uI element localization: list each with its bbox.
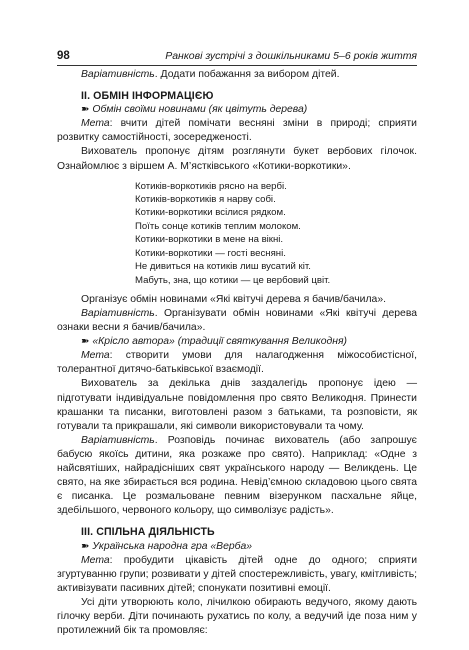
poem [135, 180, 417, 287]
poem-line: Не дивиться на котиків лиш вусатий кіт. [135, 261, 311, 273]
paragraph-game-description: Усі діти утворюють коло, лічилкою обирають ведучого, якому дають гілочку верби. Діти починають рухатись по колу, а ведучий іде поза ним у протилежний бік та промовляє: [57, 596, 417, 637]
section-heading-3: III. СПІЛЬНА ДІЯЛЬНІСТЬ [81, 526, 215, 539]
running-title: Ранкові зустрічі з дошкільниками 5–6 років життя [165, 50, 417, 62]
running-head [57, 50, 417, 62]
subsection-heading-2: ➽ «Крісло автора» (традиції святкування Великодня) [81, 336, 347, 348]
poem-line: Котики-воркотики — гості весняні. [135, 247, 286, 259]
arrow-marker-icon: ➽ [81, 336, 90, 348]
paragraph-variativnist-1: Варіативність. Додати побажання за вибором дітей. [81, 69, 340, 80]
poem-line: Мабуть, зна, що котики — це вербовий цвіт. [135, 274, 331, 286]
paragraph-variativnist-3: Варіативність. Розповідь починає вихователь (або запрошує бабусю якоїсь дитини, яка розкаже про свято). Наприклад: «Одне з найсвятіших, найрадісніших свят українського народу — Великдень. Це свято, на яке збирається вся родина. Невід’ємною складовою цього свята є писанка. Це розмальоване певним візерунком пасхальне яйце, здебільшого, червоного кольору, що символізує радість». [57, 434, 417, 517]
paragraph-orhanizuie: Організує обмін новинами «Які квітучі дерева я бачив/бачила». [81, 293, 386, 305]
subsection-heading-1: ➽ Обмін своїми новинами (як цвітуть дерева) [81, 104, 308, 116]
poem-line: Котики-воркотики в мене на вікні. [135, 234, 284, 246]
page-body [57, 68, 417, 638]
paragraph-variativnist-2: Варіативність. Організувати обмін новинами «Які квітучі дерева ознаки весни я бачив/бачила». [57, 308, 417, 334]
arrow-marker-icon: ➽ [81, 104, 90, 116]
poem-line: Котиків-воркотиків рясно на вербі. [135, 180, 287, 192]
paragraph-vykhovatel-1: Вихователь пропонує дітям розглянути букет вербових гілочок. Ознайомлює з віршем А. М’ястківського «Котики-воркотики». [57, 146, 417, 172]
poem-line: Котиків-воркотиків я нарву собі. [135, 194, 276, 206]
page-number: 98 [57, 50, 70, 62]
paragraph-meta-2: Мета: створити умови для налагодження міжособистісної, толерантної дитячо-батьківської взаємодії. [57, 350, 417, 376]
paragraph-meta-3: Мета: пробудити цікавість дітей одне до одного; сприяти згуртуванню групи; розвивати у дітей спостережливість, увагу, кмітливість; активізувати пасивних дітей; спонукати позитивні емоції. [57, 554, 417, 594]
poem-line: Поїть сонце котиків теплим молоком. [135, 220, 301, 232]
poem-line: Котики-воркотики всілися рядком. [135, 207, 286, 219]
subsection-heading-3: ➽ Українська народна гра «Верба» [81, 540, 253, 552]
paragraph-vykhovatel-2: Вихователь за декілька днів заздалегідь пропонує ідею — підготувати індивідуальне повідомлення про свято Великодня. Принести крашанки та писанки, виготовлені разом з батьками, та розповісти, як готували та прикрашали, які символи використовували та чому. [57, 378, 417, 432]
arrow-marker-icon: ➽ [81, 540, 90, 552]
section-heading-2: II. ОБМІН ІНФОРМАЦІЄЮ [81, 90, 214, 103]
header-rule [57, 65, 417, 66]
paragraph-meta-1: Мета: вчити дітей помічати весняні зміни в природі; сприяти розвитку самостійності, зосередженості. [57, 118, 417, 144]
